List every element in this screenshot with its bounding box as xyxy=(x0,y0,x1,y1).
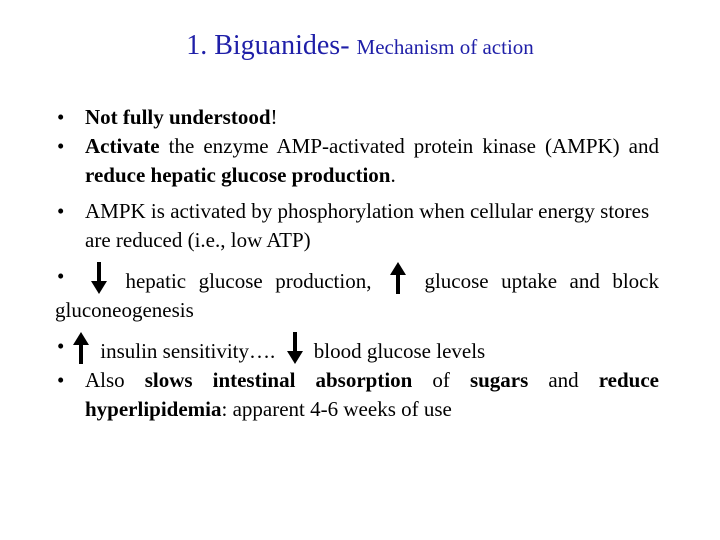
bullet-6-text-2: of xyxy=(412,368,470,392)
up-arrow-icon xyxy=(390,262,406,294)
bullet-item-2 xyxy=(55,132,659,190)
bullet-item-4 xyxy=(55,262,659,325)
bullet-list xyxy=(55,103,659,424)
bullet-dot: • xyxy=(57,199,65,223)
bullet-6-text-4: : apparent 4-6 weeks of use xyxy=(221,397,452,421)
slide-title xyxy=(0,30,720,62)
bullet-dot: • xyxy=(57,105,65,129)
bullet-2-text: the enzyme AMP-activated protein kinase (AMPK) and xyxy=(159,134,659,158)
bullet-3-text: AMPK is activated by phosphorylation when cellular energy stores are reduced (i.e., low ATP) xyxy=(85,199,650,252)
bullet-5-text-1: insulin sensitivity…. xyxy=(100,339,276,363)
bullet-1-text: ! xyxy=(270,105,278,129)
bullet-4-text-1: hepatic glucose production, xyxy=(125,269,372,293)
bullet-dot: • xyxy=(57,264,65,288)
bullet-item-6 xyxy=(55,366,659,424)
bullet-item-5 xyxy=(55,332,659,366)
down-arrow-icon xyxy=(287,332,303,364)
bullet-4-text-2: glucose uptake and block xyxy=(424,269,659,293)
up-arrow-icon xyxy=(73,332,89,364)
bullet-2-bold-activate: Activate xyxy=(85,134,160,158)
bullet-6-text-3: and xyxy=(528,368,599,392)
bullet-2-period: . xyxy=(390,163,396,187)
bullet-item-3 xyxy=(55,197,659,255)
title-subtitle: Mechanism of action xyxy=(356,35,534,59)
bullet-dot: • xyxy=(57,334,65,358)
title-main: 1. Biguanides- xyxy=(186,30,357,61)
bullet-6-bold-2: sugars xyxy=(469,368,529,392)
bullet-dot: • xyxy=(57,368,65,392)
bullet-6-text-1: Also xyxy=(85,368,145,392)
bullet-4-text-3: gluconeogenesis xyxy=(55,298,194,322)
bullet-item-1 xyxy=(55,103,659,132)
down-arrow-icon xyxy=(91,262,107,294)
bullet-5-text-2: blood glucose levels xyxy=(313,339,486,363)
bullet-1-bold: Not fully understood xyxy=(85,105,271,129)
bullet-4-line-1 xyxy=(85,262,659,296)
bullet-6-bold-3: reduce hyperlipidemia xyxy=(85,368,659,421)
bullet-6-bold-1: slows intestinal absorption xyxy=(144,368,413,392)
bullet-dot: • xyxy=(57,134,65,158)
bullet-2-bold-reduce: reduce hepatic glucose production xyxy=(85,163,391,187)
